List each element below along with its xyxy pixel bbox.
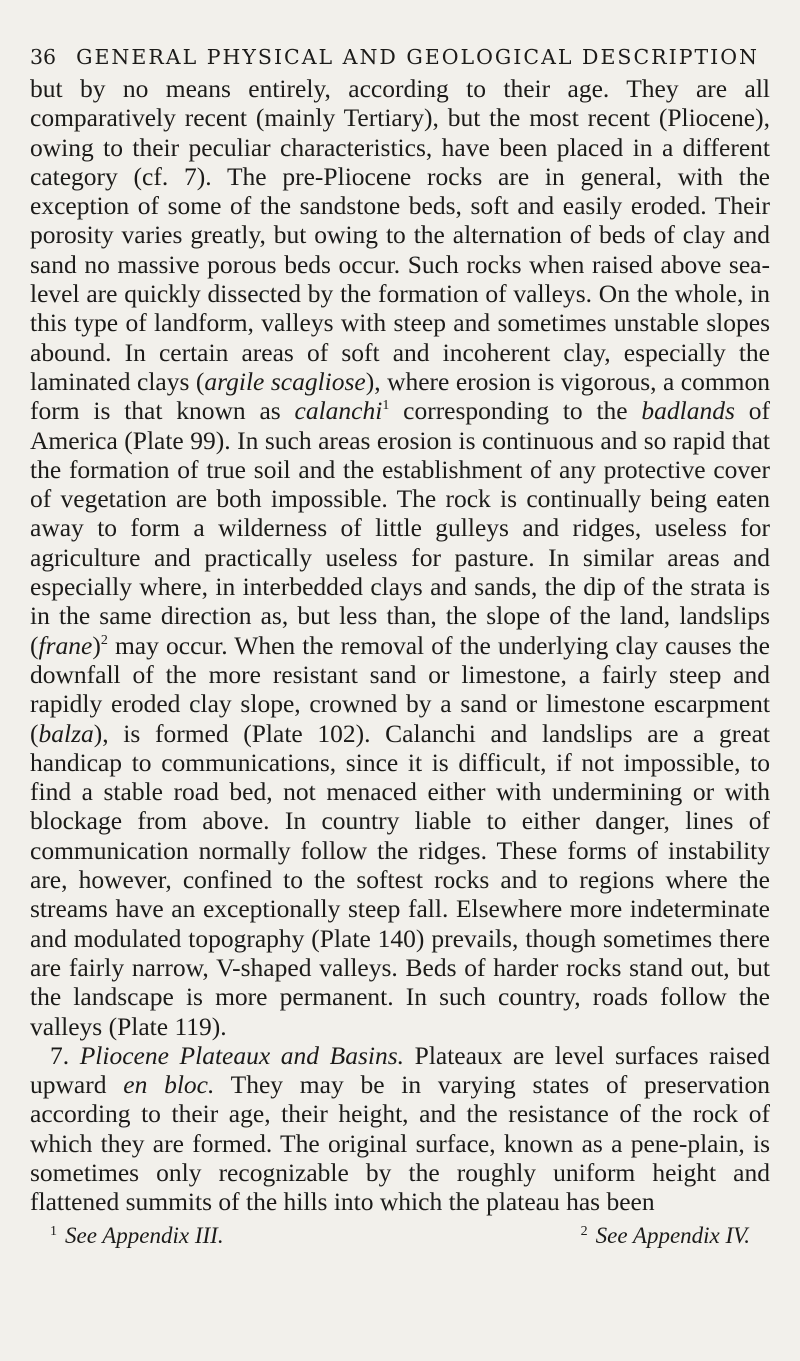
body-text [30, 74, 770, 1217]
footnote [50, 1217, 224, 1251]
text-run: Plateaux are level surfaces raised upward [30, 1040, 770, 1100]
text-run: may occur. When the removal of the underlying clay causes the downfall of the more resistant sand or limestone, a fairly steep and rapidly eroded clay slope, crowned by a sand or limestone escarpment ( [30, 630, 770, 748]
text-run: ), where erosion is vigorous, a common form is that known as [30, 366, 770, 426]
italic-term: argile scagliose [204, 366, 366, 396]
footnotes [30, 1217, 770, 1251]
running-title: GENERAL PHYSICAL AND GEOLOGICAL DESCRIPTION [76, 45, 759, 69]
footnote-text: See Appendix IV. [595, 1222, 750, 1248]
text-run: ) [92, 630, 101, 660]
running-header [30, 42, 770, 72]
italic-term: en bloc. [123, 1070, 215, 1100]
section-number: 7. [50, 1040, 80, 1070]
text-run: ), is formed (Plate 102). Calanchi and landslips are a great handicap to communications, since it is difficult, if not impossible, to find a stable road bed, not menaced either with undermining or with blockage from above. In country liable to either danger, lines of communication normally follow the ridges. These forms of instability are, however, confined to the softest rocks and to regions where the streams have an exceptionally steep fall. Elsewhere more indeterminate and modulated topography (Plate 140) prevails, though sometimes there are fairly narrow, V-shaped valleys. Beds of harder rocks stand out, but the landscape is more permanent. In such country, roads follow the valleys (Plate 119). [30, 718, 770, 1041]
text-run: They may be in varying states of preservation according to their age, their height, and the resistance of the rock of which they are formed. The original surface, known as a pene-plain, is sometimes only recognizable by the roughly uniform height and flattened summits of the hills into which the plateau has been [30, 1070, 770, 1217]
footnote-mark: 2 [580, 1223, 588, 1239]
page-number: 36 [30, 45, 57, 69]
italic-term: frane [38, 630, 93, 660]
italic-term: balza [38, 718, 94, 748]
italic-term: calanchi [294, 396, 383, 426]
text-run: but by no means entirely, according to their age. They are all comparatively recent (mainly Tertiary), but the most recent (Pliocene), owing to their peculiar characteristics, have been placed in a different category (cf. 7). The pre-Pliocene rocks are in general, with the exception of some of the sandstone beds, soft and easily eroded. Their porosity varies greatly, but owing to the alternation of beds of clay and sand no massive porous beds occur. Such rocks when raised above sea-level are quickly dissected by the formation of valleys. On the whole, in this type of landform, valleys with steep and sometimes unstable slopes abound. In certain areas of soft and incoherent clay, especially the laminated clays ( [30, 74, 770, 396]
text-run: of America (Plate 99). In such areas erosion is continuous and so rapid that the formation of true soil and the establishment of any protective cover of vegetation are both impossible. The rock is continually being eaten away to form a wilderness of little gulleys and ridges, useless for agriculture and practically useless for pasture. In similar areas and especially where, in interbedded clays and sands, the dip of the strata is in the same direction as, but less than, the slope of the land, landslips ( [30, 396, 770, 660]
footnote-text: See Appendix III. [65, 1222, 224, 1248]
paragraph [30, 74, 770, 1041]
page [30, 42, 770, 1251]
italic-term: badlands [641, 396, 735, 426]
footnote-ref[interactable]: 1 [382, 398, 390, 414]
footnote-ref[interactable]: 2 [100, 632, 108, 648]
paragraph [30, 1041, 770, 1217]
text-run: corresponding to the [389, 396, 642, 426]
footnote [581, 1217, 750, 1251]
footnote-mark: 1 [50, 1223, 57, 1239]
section-heading: Pliocene Plateaux and Basins. [79, 1040, 405, 1070]
